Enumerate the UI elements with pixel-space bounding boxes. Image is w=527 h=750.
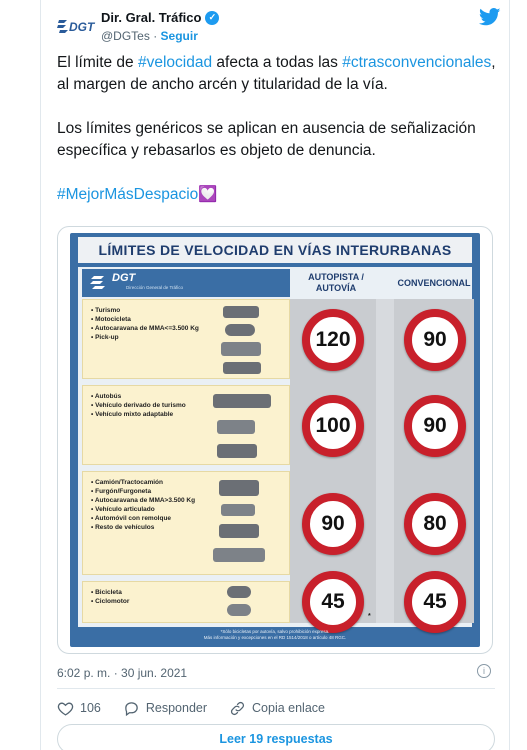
- poster-logo-box: [82, 269, 290, 297]
- poster-logo-subtitle: Dirección General de Tráfico: [126, 285, 184, 290]
- vehicle-group-1: [82, 299, 290, 379]
- furgon-icon: [221, 504, 255, 516]
- divider: [57, 688, 495, 689]
- dgt-logo-icon[interactable]: [57, 14, 97, 36]
- vehicle-label: • Camión/Tractocamión: [91, 478, 195, 487]
- car-trailer-icon: [213, 548, 265, 562]
- tweet-text: [57, 52, 497, 228]
- vehicle-label: • Turismo: [91, 306, 199, 315]
- footnote-line-2: Más información y excepciones en el RD 1514/2018 o artículo 48 RGC.: [203, 635, 347, 640]
- account-handle[interactable]: @DGTes: [101, 29, 150, 43]
- speed-sign-convencional-4: 45: [404, 571, 466, 633]
- heart-emoji-icon: 💟: [198, 186, 218, 203]
- vehicle-label: • Resto de vehículos: [91, 523, 195, 532]
- tweet-header: [57, 8, 501, 44]
- pickup-icon: [223, 362, 261, 374]
- asterisk-mark: *: [368, 613, 371, 620]
- speed-sign-convencional-1: 90: [404, 309, 466, 371]
- speed-sign-convencional-3: 80: [404, 493, 466, 555]
- author-block: [101, 10, 219, 43]
- hashtag-ctrasconvencionales[interactable]: #ctrasconvencionales: [342, 54, 492, 71]
- tweet-timestamp[interactable]: 6:02 p. m. · 30 jun. 2021: [57, 666, 188, 680]
- column-header-convencional: CONVENCIONAL: [397, 277, 471, 288]
- copy-link-button[interactable]: [229, 700, 325, 717]
- vehicle-label: • Vehículo derivado de turismo: [91, 401, 186, 410]
- tweet-paragraph-1: El límite de #velocidad afecta a todas las #ctrasconvencionales, al margen de ancho arcén y titularidad de la vía.: [57, 54, 496, 93]
- campervan-icon: [221, 342, 261, 356]
- vehicle-label: • Pick-up: [91, 333, 199, 342]
- hashtag-velocidad[interactable]: #velocidad: [137, 54, 213, 71]
- car-icon: [223, 306, 259, 318]
- tweet-card: [40, 0, 510, 750]
- verified-badge-icon: ✓: [205, 11, 219, 25]
- motorcycle-icon: [225, 324, 255, 336]
- moped-icon: [227, 604, 251, 616]
- bicycle-icon: [227, 586, 251, 598]
- heart-icon: [57, 700, 74, 717]
- read-replies-button[interactable]: Leer 19 respuestas: [57, 724, 495, 750]
- poster-body: [78, 267, 472, 627]
- vehicle-group-3: [82, 471, 290, 575]
- vehicle-label: • Ciclomotor: [91, 597, 129, 606]
- follow-button[interactable]: Seguir: [160, 29, 198, 43]
- like-count: 106: [80, 701, 101, 715]
- van-icon: [217, 420, 255, 434]
- speed-sign-autopista-3: 90: [302, 493, 364, 555]
- vehicle-label: • Autocaravana de MMA<=3.500 Kg: [91, 324, 199, 333]
- vehicle-label: • Automóvil con remolque: [91, 514, 195, 523]
- speed-sign-autopista-1: 120: [302, 309, 364, 371]
- twitter-bird-icon[interactable]: [479, 8, 501, 26]
- vehicle-group-4: [82, 581, 290, 623]
- speed-limits-poster: [70, 233, 480, 647]
- vehicle-label: • Bicicleta: [91, 588, 129, 597]
- reply-icon: [123, 700, 140, 717]
- vehicle-label: • Autobús: [91, 392, 186, 401]
- hashtag-mejormasdespacio[interactable]: #MejorMásDespacio: [57, 186, 199, 203]
- like-button[interactable]: [57, 700, 101, 717]
- bus-icon: [213, 394, 271, 408]
- truck-icon: [219, 480, 259, 496]
- column-header-autopista: AUTOPISTA / AUTOVÍA: [308, 272, 364, 293]
- large-campervan-icon: [219, 524, 259, 538]
- account-name[interactable]: Dir. Gral. Tráfico: [101, 10, 202, 25]
- vehicle-label: • Motocicleta: [91, 315, 199, 324]
- tweet-paragraph-2: Los límites genéricos se aplican en ausencia de señalización específica y rebasarlos es objeto de denuncia.: [57, 120, 476, 159]
- vehicle-label: • Autocaravana de MMA>3.500 Kg: [91, 496, 195, 505]
- vehicle-group-2: [82, 385, 290, 465]
- minibus-icon: [217, 444, 257, 458]
- poster-title: LÍMITES DE VELOCIDAD EN VÍAS INTERURBANAS: [78, 237, 472, 263]
- poster-dgt-logo-icon: [90, 274, 110, 292]
- dot-separator: ·: [153, 29, 161, 43]
- copy-link-label: Copia enlace: [252, 701, 325, 715]
- tweet-paragraph-3: [57, 184, 497, 206]
- link-icon: [229, 700, 246, 717]
- action-bar: [57, 697, 347, 719]
- speed-sign-autopista-4: 45: [302, 571, 364, 633]
- speed-sign-autopista-2: 100: [302, 395, 364, 457]
- tweet-image[interactable]: [57, 226, 493, 654]
- column-divider: [376, 299, 394, 623]
- vehicle-label: • Furgón/Furgoneta: [91, 487, 195, 496]
- poster-logo-text: DGT: [112, 272, 136, 284]
- poster-footnote: [70, 629, 480, 641]
- reply-button[interactable]: [123, 700, 207, 717]
- vehicle-label: • Vehículo mixto adaptable: [91, 410, 186, 419]
- reply-label: Responder: [145, 701, 208, 715]
- info-icon[interactable]: i: [477, 664, 491, 678]
- dgt-logo-text: DGT: [69, 20, 95, 34]
- vehicle-label: • Vehículo articulado: [91, 505, 195, 514]
- speed-sign-convencional-2: 90: [404, 395, 466, 457]
- footnote-line-1: *Sólo bicicletas por autovía, salvo prohibición expresa.: [220, 629, 330, 634]
